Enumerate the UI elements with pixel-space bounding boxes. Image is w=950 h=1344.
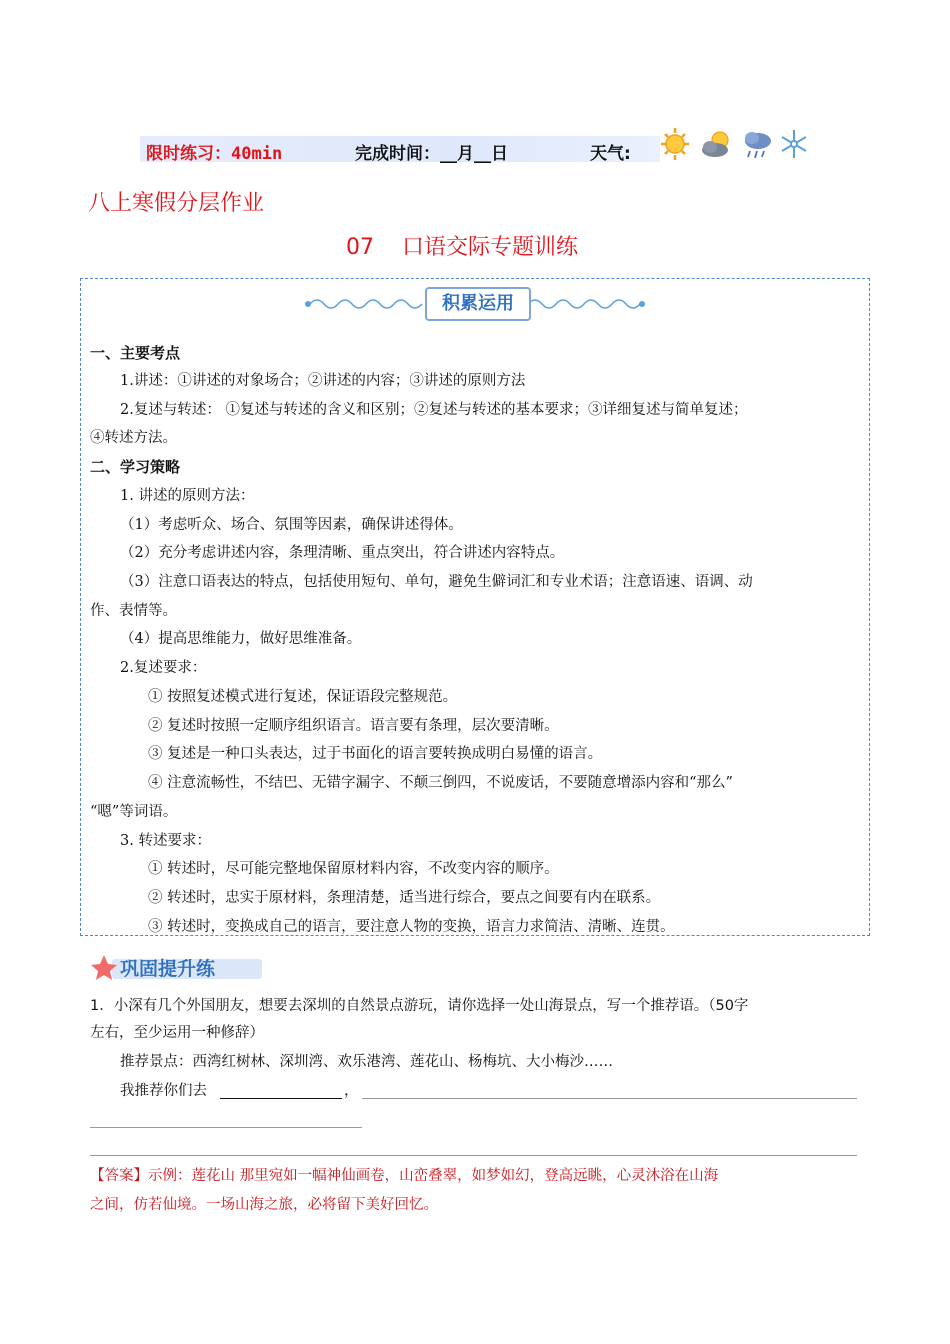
answer-blank-spot[interactable] [220, 1098, 342, 1099]
snowflake-icon [782, 130, 806, 158]
sun-icon [661, 128, 689, 160]
question-1-line-1: 1．小深有几个外国朋友，想要去深圳的自然景点游玩，请你选择一处山海景点，写一个推荐语。（50字 [90, 998, 749, 1014]
lesson-title: 07 口语交际专题训练 [346, 235, 578, 260]
text-line: ② 转述时，忠实于原材料，条理清楚，适当进行综合，要点之间要有内在联系。 [148, 890, 661, 906]
text-line: ① 按照复述模式进行复述，保证语段完整规范。 [148, 689, 458, 705]
text-line: （3）注意口语表达的特点，包括使用短句、单句，避免生僻词汇和专业术语；注意语速、语调、动 [120, 574, 753, 590]
time-limit-value: 40min [231, 144, 283, 164]
question-1-comma: ， [344, 1083, 359, 1099]
section-label-consolidation: 巩固提升练 [120, 958, 216, 980]
text-line: （2）充分考虑讲述内容，条理清晰、重点突出，符合讲述内容特点。 [120, 545, 565, 561]
answer-line[interactable] [90, 1127, 362, 1128]
question-1-prompt: 我推荐你们去 [120, 1083, 207, 1099]
text-line: （1）考虑听众、场合、氛围等因素，确保讲述得体。 [120, 517, 463, 533]
text-line: ② 复述时按照一定顺序组织语言。语言要有条理，层次要清晰。 [148, 718, 559, 734]
section-label-accumulation: 积累运用 [425, 287, 531, 321]
text-line: ③ 复述是一种口头表达，过于书面化的语言要转换成明白易懂的语言。 [148, 746, 603, 762]
time-limit [146, 139, 282, 164]
text-line: “嗯”等词语。 [90, 804, 178, 820]
answer-line[interactable] [362, 1098, 857, 1099]
text-line: ③ 转述时，变换成自己的语言，要注意人物的变换，语言力求简洁、清晰、连贯。 [148, 919, 675, 935]
rain-cloud-icon [745, 132, 771, 158]
divider [90, 1155, 857, 1156]
question-1-line-2: 左右，至少运用一种修辞） [90, 1025, 264, 1041]
text-line: ④ 注意流畅性，不结巴、无错字漏字、不颠三倒四，不说废话，不要随意增添内容和“那么” [148, 775, 733, 791]
text-line: 2.复述要求： [120, 660, 207, 676]
text-line: 1. 讲述的原则方法： [120, 488, 255, 504]
text-line: 1.讲述：①讲述的对象场合；②讲述的内容；③讲述的原则方法 [120, 373, 526, 389]
partly-cloudy-icon [702, 132, 728, 157]
weather-icons [660, 126, 810, 162]
time-limit-label: 限时练习： [146, 144, 231, 164]
weather-label: 天气: [590, 144, 631, 164]
text-line: 3. 转述要求： [120, 833, 211, 849]
completion-time: 完成时间：__月__日 [355, 144, 508, 164]
answer-line-1: 【答案】示例：莲花山 那里宛如一幅神仙画卷，山峦叠翠，如梦如幻，登高远眺，心灵沐浴在山海 [90, 1168, 719, 1184]
heading-main-points: 一、主要考点 [90, 344, 181, 362]
question-1-spots: 推荐景点：西湾红树林、深圳湾、欢乐港湾、莲花山、杨梅坑、大小梅沙…… [120, 1054, 613, 1070]
text-line: 作、表情等。 [90, 603, 177, 619]
answer-line-2: 之间，仿若仙境。一场山海之旅，必将留下美好回忆。 [90, 1197, 438, 1213]
text-line: ① 转述时，尽可能完整地保留原材料内容，不改变内容的顺序。 [148, 861, 559, 877]
document-title: 八上寒假分层作业 [88, 191, 265, 216]
text-line: （4）提高思维能力，做好思维准备。 [120, 631, 362, 647]
text-line: 2.复述与转述： ①复述与转述的含义和区别；②复述与转述的基本要求；③详细复述与简单复述； [120, 402, 748, 418]
heading-strategy: 二、学习策略 [90, 458, 181, 476]
text-line: ④转述方法。 [90, 430, 177, 446]
